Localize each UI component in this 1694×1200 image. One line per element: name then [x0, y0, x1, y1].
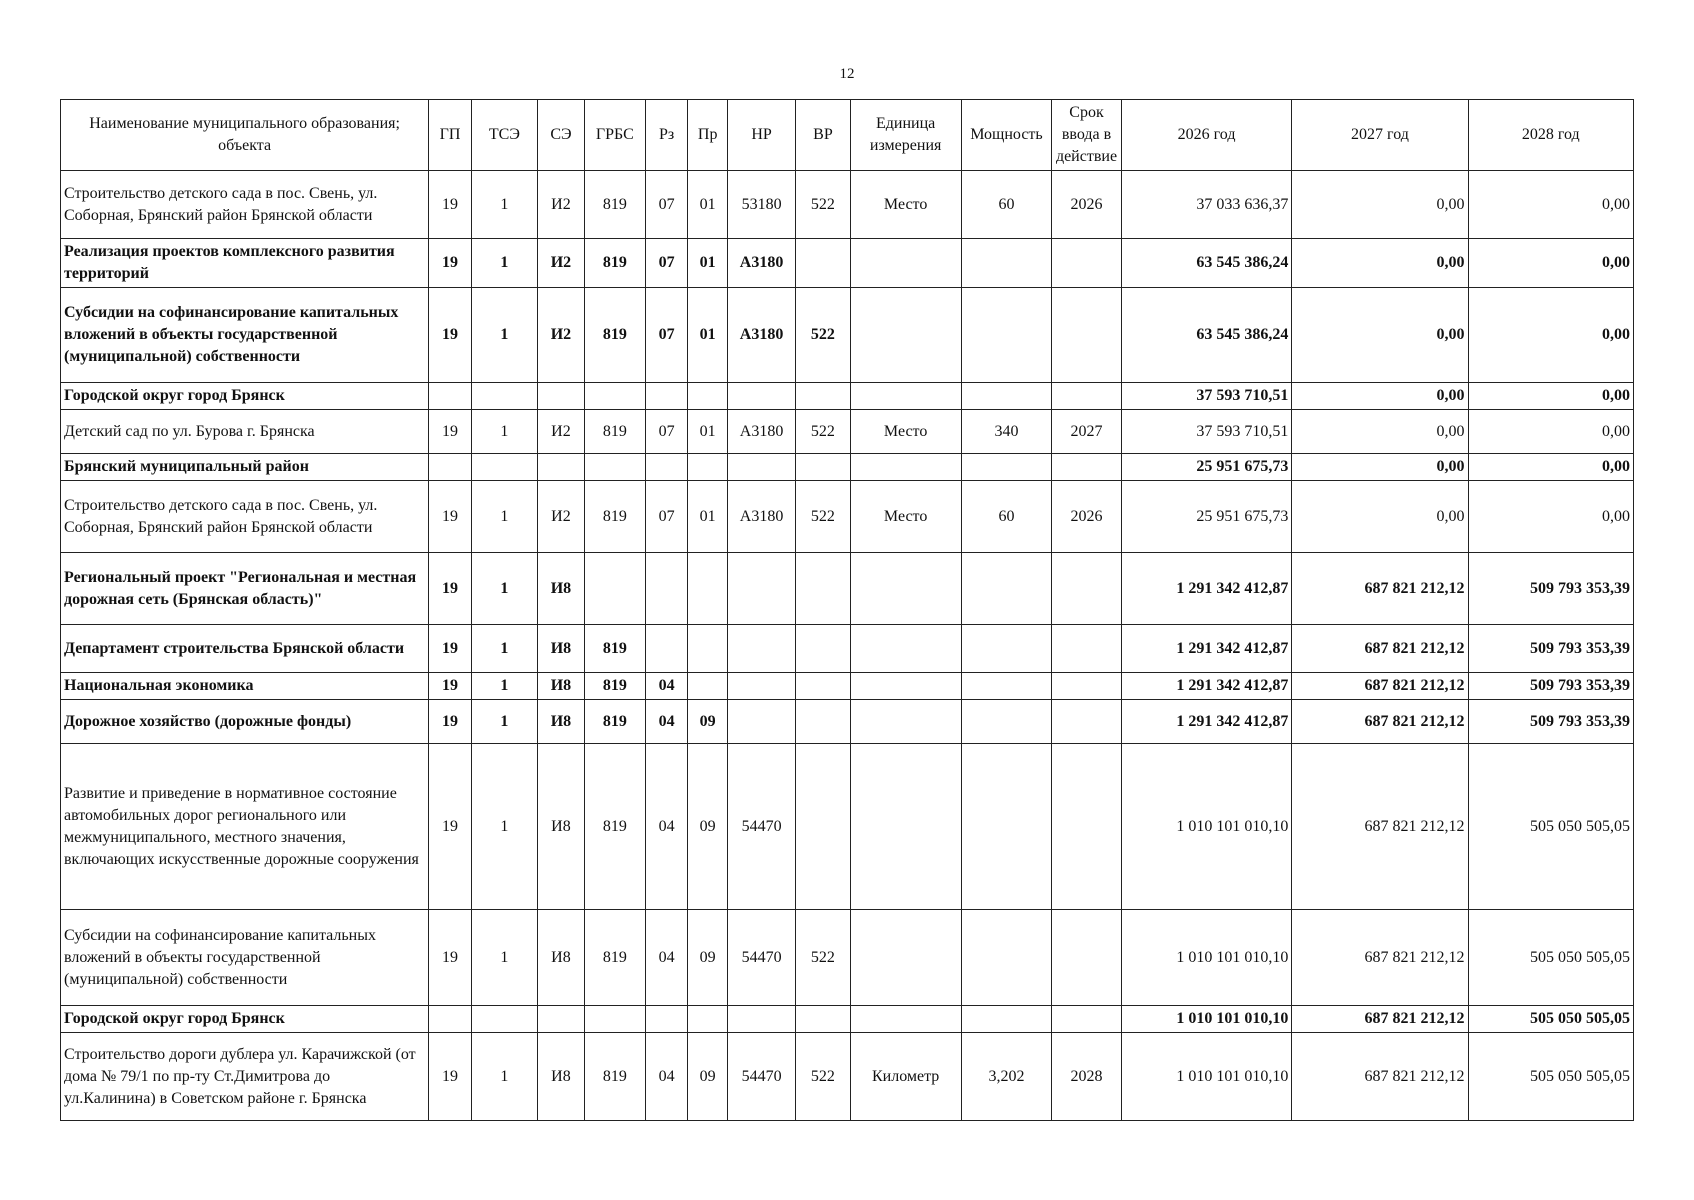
cell-2028: 0,00	[1468, 383, 1634, 410]
cell-nr: А3180	[727, 410, 795, 454]
cell-2027: 687 821 212,12	[1292, 625, 1468, 673]
cell-unit	[850, 383, 961, 410]
cell-term	[1052, 454, 1121, 481]
cell-unit: Место	[850, 410, 961, 454]
cell-grbs: 819	[584, 625, 645, 673]
cell-gp	[429, 383, 472, 410]
cell-pr: 09	[688, 1033, 727, 1121]
cell-2026: 1 010 101 010,10	[1121, 1006, 1292, 1033]
cell-vr	[796, 673, 850, 700]
cell-gp: 19	[429, 288, 472, 383]
cell-unit	[850, 454, 961, 481]
cell-rz: 07	[645, 239, 688, 288]
cell-2026: 63 545 386,24	[1121, 288, 1292, 383]
cell-2026: 1 291 342 412,87	[1121, 700, 1292, 744]
cell-se: И2	[537, 239, 584, 288]
cell-tse: 1	[471, 410, 537, 454]
cell-2027: 687 821 212,12	[1292, 910, 1468, 1006]
cell-grbs: 819	[584, 410, 645, 454]
cell-power	[961, 383, 1052, 410]
cell-unit	[850, 288, 961, 383]
cell-se: И8	[537, 744, 584, 910]
header-tse: ТСЭ	[471, 100, 537, 171]
cell-vr: 522	[796, 1033, 850, 1121]
cell-2027: 687 821 212,12	[1292, 1033, 1468, 1121]
cell-pr: 01	[688, 481, 727, 553]
cell-2028: 0,00	[1468, 288, 1634, 383]
cell-power	[961, 673, 1052, 700]
cell-unit	[850, 239, 961, 288]
cell-rz: 04	[645, 910, 688, 1006]
cell-nr	[727, 673, 795, 700]
cell-grbs	[584, 383, 645, 410]
cell-gp: 19	[429, 553, 472, 625]
cell-nr	[727, 454, 795, 481]
cell-pr: 01	[688, 171, 727, 239]
cell-nr	[727, 625, 795, 673]
cell-se: И8	[537, 910, 584, 1006]
cell-gp: 19	[429, 239, 472, 288]
cell-grbs	[584, 1006, 645, 1033]
cell-nr: А3180	[727, 239, 795, 288]
header-se: СЭ	[537, 100, 584, 171]
cell-grbs: 819	[584, 673, 645, 700]
cell-term	[1052, 910, 1121, 1006]
cell-grbs: 819	[584, 910, 645, 1006]
cell-2027: 0,00	[1292, 383, 1468, 410]
cell-gp	[429, 1006, 472, 1033]
cell-2026: 37 593 710,51	[1121, 410, 1292, 454]
header-nr: НР	[727, 100, 795, 171]
cell-2026: 25 951 675,73	[1121, 481, 1292, 553]
table-row	[61, 1033, 1634, 1121]
row-name: Национальная экономика	[61, 673, 429, 700]
cell-2028: 505 050 505,05	[1468, 744, 1634, 910]
cell-vr: 522	[796, 410, 850, 454]
cell-grbs: 819	[584, 1033, 645, 1121]
cell-2027: 0,00	[1292, 454, 1468, 481]
cell-rz	[645, 553, 688, 625]
cell-grbs: 819	[584, 288, 645, 383]
cell-tse: 1	[471, 673, 537, 700]
table-row	[61, 410, 1634, 454]
cell-se	[537, 454, 584, 481]
cell-gp: 19	[429, 673, 472, 700]
row-name: Региональный проект "Региональная и местная дорожная сеть (Брянская область)"	[61, 553, 429, 625]
cell-vr	[796, 239, 850, 288]
cell-tse: 1	[471, 481, 537, 553]
cell-power: 60	[961, 171, 1052, 239]
cell-se: И2	[537, 288, 584, 383]
header-name: Наименование муниципального образования; объекта	[61, 100, 429, 171]
cell-grbs	[584, 553, 645, 625]
cell-rz	[645, 1006, 688, 1033]
cell-gp: 19	[429, 171, 472, 239]
cell-power: 3,202	[961, 1033, 1052, 1121]
cell-nr: 54470	[727, 1033, 795, 1121]
cell-gp: 19	[429, 700, 472, 744]
cell-2027: 0,00	[1292, 288, 1468, 383]
cell-term	[1052, 383, 1121, 410]
budget-table	[60, 99, 1634, 1121]
cell-2027: 0,00	[1292, 239, 1468, 288]
cell-nr: 53180	[727, 171, 795, 239]
cell-2026: 1 291 342 412,87	[1121, 673, 1292, 700]
cell-power: 340	[961, 410, 1052, 454]
table-row	[61, 454, 1634, 481]
cell-rz: 07	[645, 171, 688, 239]
cell-pr	[688, 625, 727, 673]
cell-nr: А3180	[727, 288, 795, 383]
cell-unit	[850, 744, 961, 910]
cell-2026: 1 291 342 412,87	[1121, 625, 1292, 673]
cell-unit: Место	[850, 481, 961, 553]
cell-power	[961, 744, 1052, 910]
cell-unit	[850, 910, 961, 1006]
cell-pr	[688, 454, 727, 481]
cell-grbs: 819	[584, 239, 645, 288]
row-name: Субсидии на софинансирование капитальных вложений в объекты государственной (муниципальной) собственности	[61, 910, 429, 1006]
cell-term	[1052, 1006, 1121, 1033]
cell-2026: 63 545 386,24	[1121, 239, 1292, 288]
cell-vr: 522	[796, 171, 850, 239]
cell-2027: 687 821 212,12	[1292, 1006, 1468, 1033]
header-power: Мощность	[961, 100, 1052, 171]
header-vr: ВР	[796, 100, 850, 171]
table-row	[61, 700, 1634, 744]
cell-power	[961, 625, 1052, 673]
table-row	[61, 910, 1634, 1006]
cell-rz: 07	[645, 481, 688, 553]
cell-se: И8	[537, 1033, 584, 1121]
cell-tse: 1	[471, 625, 537, 673]
cell-2028: 0,00	[1468, 454, 1634, 481]
cell-power	[961, 239, 1052, 288]
cell-tse: 1	[471, 171, 537, 239]
row-name: Дорожное хозяйство (дорожные фонды)	[61, 700, 429, 744]
cell-2027: 687 821 212,12	[1292, 700, 1468, 744]
cell-term: 2028	[1052, 1033, 1121, 1121]
cell-2026: 1 010 101 010,10	[1121, 910, 1292, 1006]
cell-nr	[727, 1006, 795, 1033]
cell-tse	[471, 454, 537, 481]
cell-2028: 505 050 505,05	[1468, 910, 1634, 1006]
header-grbs: ГРБС	[584, 100, 645, 171]
cell-rz: 04	[645, 700, 688, 744]
cell-power	[961, 910, 1052, 1006]
cell-nr	[727, 700, 795, 744]
cell-unit	[850, 673, 961, 700]
cell-term	[1052, 553, 1121, 625]
cell-se: И8	[537, 673, 584, 700]
cell-power	[961, 1006, 1052, 1033]
cell-term: 2027	[1052, 410, 1121, 454]
cell-2028: 0,00	[1468, 410, 1634, 454]
cell-unit	[850, 700, 961, 744]
cell-grbs	[584, 454, 645, 481]
table-row	[61, 625, 1634, 673]
table-row	[61, 239, 1634, 288]
cell-2028: 505 050 505,05	[1468, 1006, 1634, 1033]
cell-gp: 19	[429, 625, 472, 673]
cell-2028: 0,00	[1468, 239, 1634, 288]
cell-pr: 01	[688, 410, 727, 454]
cell-term	[1052, 673, 1121, 700]
cell-gp: 19	[429, 410, 472, 454]
header-row	[61, 100, 1634, 171]
cell-pr	[688, 1006, 727, 1033]
cell-pr: 01	[688, 239, 727, 288]
cell-se	[537, 383, 584, 410]
cell-2027: 687 821 212,12	[1292, 673, 1468, 700]
cell-rz: 07	[645, 288, 688, 383]
cell-pr	[688, 383, 727, 410]
cell-unit	[850, 553, 961, 625]
cell-rz: 04	[645, 673, 688, 700]
table-row	[61, 1006, 1634, 1033]
cell-2027: 687 821 212,12	[1292, 744, 1468, 910]
cell-unit	[850, 1006, 961, 1033]
cell-tse: 1	[471, 239, 537, 288]
cell-term	[1052, 625, 1121, 673]
cell-power	[961, 700, 1052, 744]
cell-2028: 509 793 353,39	[1468, 673, 1634, 700]
row-name: Строительство детского сада в пос. Свень, ул. Соборная, Брянский район Брянской области	[61, 481, 429, 553]
cell-se: И2	[537, 410, 584, 454]
cell-power	[961, 553, 1052, 625]
cell-2026: 1 010 101 010,10	[1121, 1033, 1292, 1121]
cell-2028: 509 793 353,39	[1468, 700, 1634, 744]
cell-pr: 09	[688, 744, 727, 910]
cell-nr: А3180	[727, 481, 795, 553]
cell-2026: 25 951 675,73	[1121, 454, 1292, 481]
cell-grbs: 819	[584, 481, 645, 553]
table-row	[61, 673, 1634, 700]
cell-nr: 54470	[727, 910, 795, 1006]
cell-vr	[796, 1006, 850, 1033]
cell-gp: 19	[429, 910, 472, 1006]
cell-rz	[645, 454, 688, 481]
cell-rz	[645, 625, 688, 673]
cell-rz	[645, 383, 688, 410]
cell-tse: 1	[471, 910, 537, 1006]
header-gp: ГП	[429, 100, 472, 171]
table-row	[61, 383, 1634, 410]
cell-tse: 1	[471, 1033, 537, 1121]
header-2027: 2027 год	[1292, 100, 1468, 171]
cell-nr: 54470	[727, 744, 795, 910]
cell-2028: 0,00	[1468, 481, 1634, 553]
cell-rz: 07	[645, 410, 688, 454]
cell-gp: 19	[429, 481, 472, 553]
cell-2026: 37 593 710,51	[1121, 383, 1292, 410]
row-name: Строительство детского сада в пос. Свень, ул. Соборная, Брянский район Брянской области	[61, 171, 429, 239]
cell-tse: 1	[471, 700, 537, 744]
cell-rz: 04	[645, 744, 688, 910]
cell-vr: 522	[796, 481, 850, 553]
cell-vr	[796, 700, 850, 744]
cell-vr	[796, 625, 850, 673]
table-row	[61, 171, 1634, 239]
cell-2027: 0,00	[1292, 410, 1468, 454]
cell-tse: 1	[471, 553, 537, 625]
cell-pr	[688, 553, 727, 625]
row-name: Департамент строительства Брянской области	[61, 625, 429, 673]
header-2028: 2028 год	[1468, 100, 1634, 171]
cell-pr: 09	[688, 910, 727, 1006]
cell-nr	[727, 553, 795, 625]
cell-vr	[796, 553, 850, 625]
cell-term	[1052, 288, 1121, 383]
cell-power	[961, 454, 1052, 481]
cell-2028: 505 050 505,05	[1468, 1033, 1634, 1121]
cell-pr	[688, 673, 727, 700]
cell-term	[1052, 700, 1121, 744]
cell-tse	[471, 383, 537, 410]
table-row	[61, 553, 1634, 625]
cell-unit	[850, 625, 961, 673]
cell-vr: 522	[796, 910, 850, 1006]
cell-2027: 687 821 212,12	[1292, 553, 1468, 625]
cell-rz: 04	[645, 1033, 688, 1121]
cell-nr	[727, 383, 795, 410]
cell-power: 60	[961, 481, 1052, 553]
cell-2028: 0,00	[1468, 171, 1634, 239]
row-name: Реализация проектов комплексного развития территорий	[61, 239, 429, 288]
cell-vr	[796, 383, 850, 410]
cell-term: 2026	[1052, 171, 1121, 239]
header-term: Срок ввода в действие	[1052, 100, 1121, 171]
cell-pr: 01	[688, 288, 727, 383]
row-name: Городской округ город Брянск	[61, 383, 429, 410]
cell-2026: 1 291 342 412,87	[1121, 553, 1292, 625]
row-name: Развитие и приведение в нормативное состояние автомобильных дорог регионального или межмуниципального, местного значения, включающих искусственные дорожные сооружения	[61, 744, 429, 910]
row-name: Городской округ город Брянск	[61, 1006, 429, 1033]
cell-vr	[796, 454, 850, 481]
cell-tse: 1	[471, 288, 537, 383]
cell-grbs: 819	[584, 171, 645, 239]
cell-se	[537, 1006, 584, 1033]
cell-term	[1052, 239, 1121, 288]
cell-tse: 1	[471, 744, 537, 910]
cell-2028: 509 793 353,39	[1468, 553, 1634, 625]
cell-se: И8	[537, 700, 584, 744]
row-name: Детский сад по ул. Бурова г. Брянска	[61, 410, 429, 454]
cell-power	[961, 288, 1052, 383]
cell-term: 2026	[1052, 481, 1121, 553]
cell-gp: 19	[429, 1033, 472, 1121]
cell-unit: Километр	[850, 1033, 961, 1121]
cell-tse	[471, 1006, 537, 1033]
cell-vr: 522	[796, 288, 850, 383]
cell-2027: 0,00	[1292, 171, 1468, 239]
header-pr: Пр	[688, 100, 727, 171]
cell-unit: Место	[850, 171, 961, 239]
cell-se: И8	[537, 625, 584, 673]
cell-se: И2	[537, 481, 584, 553]
row-name: Субсидии на софинансирование капитальных вложений в объекты государственной (муниципальной) собственности	[61, 288, 429, 383]
cell-grbs: 819	[584, 744, 645, 910]
cell-grbs: 819	[584, 700, 645, 744]
table-row	[61, 744, 1634, 910]
header-2026: 2026 год	[1121, 100, 1292, 171]
table-row	[61, 481, 1634, 553]
cell-term	[1052, 744, 1121, 910]
cell-vr	[796, 744, 850, 910]
cell-pr: 09	[688, 700, 727, 744]
table-row	[61, 288, 1634, 383]
cell-se: И8	[537, 553, 584, 625]
cell-gp: 19	[429, 744, 472, 910]
cell-2027: 0,00	[1292, 481, 1468, 553]
header-rz: Рз	[645, 100, 688, 171]
header-unit: Единица измерения	[850, 100, 961, 171]
cell-se: И2	[537, 171, 584, 239]
cell-2028: 509 793 353,39	[1468, 625, 1634, 673]
page-number: 12	[839, 66, 855, 82]
cell-gp	[429, 454, 472, 481]
row-name: Строительство дороги дублера ул. Карачижской (от дома № 79/1 по пр-ту Ст.Димитрова до ул.Калинина) в Советском районе г. Брянска	[61, 1033, 429, 1121]
cell-2026: 1 010 101 010,10	[1121, 744, 1292, 910]
row-name: Брянский муниципальный район	[61, 454, 429, 481]
cell-2026: 37 033 636,37	[1121, 171, 1292, 239]
